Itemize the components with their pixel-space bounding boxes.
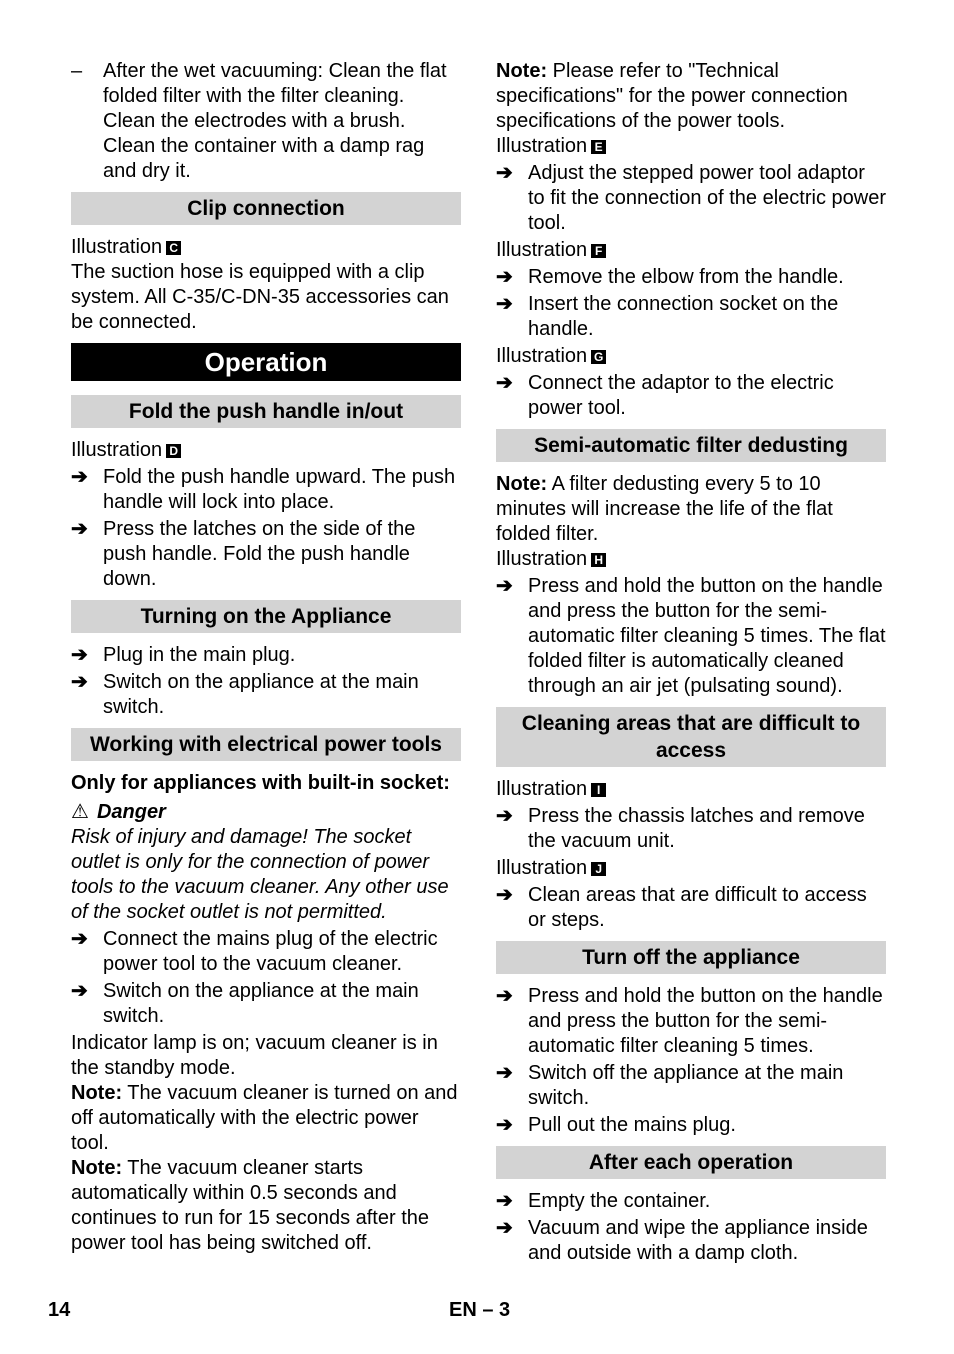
illustration-label: Illustration [496, 778, 588, 800]
clip-text: The suction hose is equipped with a clip system. All C-35/C-DN-35 accessories can be connected. [71, 261, 449, 333]
step-text: Press the latches on the side of the push handle. Fold the push handle down. [103, 518, 416, 590]
section-heading-after-operation: After each operation [496, 1146, 886, 1179]
step-text: Insert the connection socket on the handle. [528, 293, 839, 340]
arrow-icon: ➔ [71, 928, 88, 950]
step-text: Vacuum and wipe the appliance inside and outside with a damp cloth. [528, 1217, 868, 1264]
section-heading-semi-auto: Semi-automatic filter dedusting [496, 429, 886, 462]
step-text: Switch on the appliance at the main switch. [103, 671, 419, 718]
step-item [496, 1061, 886, 1111]
step-item [496, 1189, 886, 1214]
arrow-icon: ➔ [496, 985, 513, 1007]
illustration-label: Illustration [71, 439, 163, 461]
intro-item [71, 59, 461, 184]
illustration-ref [496, 238, 886, 263]
illustration-ref [71, 438, 461, 463]
arrow-icon: ➔ [496, 1062, 513, 1084]
step-text: Plug in the main plug. [103, 644, 296, 666]
section-heading-power-tools: Working with electrical power tools [71, 728, 461, 761]
step-text: Empty the container. [528, 1190, 711, 1212]
arrow-icon: ➔ [496, 266, 513, 288]
step-item [496, 1216, 886, 1266]
page-section-label: EN – 3 [449, 1299, 511, 1321]
section-heading-clip: Clip connection [71, 192, 461, 225]
illustration-ref [496, 547, 886, 572]
step-text: Fold the push handle upward. The push handle will lock into place. [103, 466, 456, 513]
danger-label [71, 800, 461, 825]
socket-subheading: Only for appliances with built-in socket: [71, 772, 450, 794]
arrow-icon: ➔ [71, 980, 88, 1002]
section-heading-fold: Fold the push handle in/out [71, 395, 461, 428]
step-item [496, 265, 886, 290]
note-text: Please refer to "Technical specifications" for the power connection specifications of the power tools. [496, 60, 848, 132]
step-item [496, 371, 886, 421]
illustration-letter-icon: E [591, 140, 606, 154]
arrow-icon: ➔ [496, 293, 513, 315]
indicator-text: Indicator lamp is on; vacuum cleaner is in the standby mode. [71, 1032, 438, 1079]
step-text: Connect the adaptor to the electric power tool. [528, 372, 834, 419]
illustration-letter-icon: F [591, 244, 606, 258]
dash-marker: – [71, 60, 83, 82]
step-text: Press and hold the button on the handle and press the button for the semi-automatic filter cleaning 5 times. [528, 985, 883, 1057]
section-heading-turn-off: Turn off the appliance [496, 941, 886, 974]
step-item [496, 804, 886, 854]
section-heading-difficult-areas: Cleaning areas that are difficult to access [496, 707, 886, 767]
arrow-icon: ➔ [496, 805, 513, 827]
step-text: Pull out the mains plug. [528, 1114, 736, 1136]
note-text: A filter dedusting every 5 to 10 minutes will increase the life of the flat folded filter. [496, 473, 833, 545]
arrow-icon: ➔ [496, 1190, 513, 1212]
illustration-label: Illustration [496, 345, 588, 367]
step-item [71, 670, 461, 720]
section-heading-turning-on: Turning on the Appliance [71, 600, 461, 633]
arrow-icon: ➔ [496, 372, 513, 394]
illustration-ref [496, 777, 886, 802]
note-paragraph [496, 472, 886, 547]
illustration-letter-icon: C [166, 241, 181, 255]
chapter-heading-operation: Operation [71, 343, 461, 381]
step-text: Remove the elbow from the handle. [528, 266, 844, 288]
arrow-icon: ➔ [496, 162, 513, 184]
arrow-icon: ➔ [71, 671, 88, 693]
illustration-letter-icon: I [591, 783, 606, 797]
step-item [71, 643, 461, 668]
page-number: 14 [48, 1299, 71, 1321]
right-column [496, 59, 886, 1268]
illustration-letter-icon: D [166, 444, 181, 458]
illustration-label: Illustration [496, 548, 588, 570]
note-label: Note: [71, 1082, 123, 1104]
step-text: Connect the mains plug of the electric power tool to the vacuum cleaner. [103, 928, 438, 975]
illustration-label: Illustration [496, 239, 588, 261]
arrow-icon: ➔ [71, 644, 88, 666]
left-column [71, 59, 461, 1256]
illustration-letter-icon: H [591, 553, 606, 567]
illustration-letter-icon: G [591, 350, 606, 364]
danger-text: Risk of injury and damage! The socket outlet is only for the connection of power tools to the vacuum cleaner. Any other use of the socket outlet is not permitted. [71, 826, 449, 923]
note-text: The vacuum cleaner is turned on and off automatically with the electric power tool. [71, 1082, 458, 1154]
step-item [71, 927, 461, 977]
note-label: Note: [496, 473, 548, 495]
step-item [496, 292, 886, 342]
step-item [71, 517, 461, 592]
note-paragraph [71, 1081, 461, 1156]
step-text: Press the chassis latches and remove the vacuum unit. [528, 805, 865, 852]
arrow-icon: ➔ [71, 518, 88, 540]
illustration-label: Illustration [496, 857, 588, 879]
illustration-ref [71, 235, 461, 260]
step-item [71, 979, 461, 1029]
arrow-icon: ➔ [496, 575, 513, 597]
arrow-icon: ➔ [496, 1114, 513, 1136]
step-item [71, 465, 461, 515]
step-text: Clean areas that are difficult to access or steps. [528, 884, 867, 931]
step-item [496, 161, 886, 236]
note-label: Note: [496, 60, 548, 82]
illustration-ref [496, 856, 886, 881]
arrow-icon: ➔ [71, 466, 88, 488]
step-item [496, 984, 886, 1059]
intro-text: After the wet vacuuming: Clean the flat folded filter with the filter cleaning. Clean the electrodes with a brush. Clean the container with a damp rag and dry it. [103, 60, 447, 182]
step-text: Press and hold the button on the handle and press the button for the semi-automatic filter cleaning 5 times. The flat folded filter is automatically cleaned through an air jet (pulsating sound). [528, 575, 886, 697]
step-text: Adjust the stepped power tool adaptor to fit the connection of the electric power tool. [528, 162, 886, 234]
step-text: Switch on the appliance at the main switch. [103, 980, 419, 1027]
note-label: Note: [71, 1157, 123, 1179]
illustration-letter-icon: J [591, 862, 606, 876]
illustration-label: Illustration [496, 135, 588, 157]
note-paragraph [496, 59, 886, 134]
step-item [496, 883, 886, 933]
arrow-icon: ➔ [496, 884, 513, 906]
step-item [496, 1113, 886, 1138]
illustration-ref [496, 344, 886, 369]
note-paragraph [71, 1156, 461, 1256]
illustration-ref [496, 134, 886, 159]
note-text: The vacuum cleaner starts automatically within 0.5 seconds and continues to run for 15 seconds after the power tool has being switched off. [71, 1157, 429, 1254]
warning-icon: ⚠ [71, 801, 89, 823]
illustration-label: Illustration [71, 236, 163, 258]
step-text: Switch off the appliance at the main switch. [528, 1062, 844, 1109]
danger-label-text: Danger [96, 801, 166, 823]
arrow-icon: ➔ [496, 1217, 513, 1239]
step-item [496, 574, 886, 699]
